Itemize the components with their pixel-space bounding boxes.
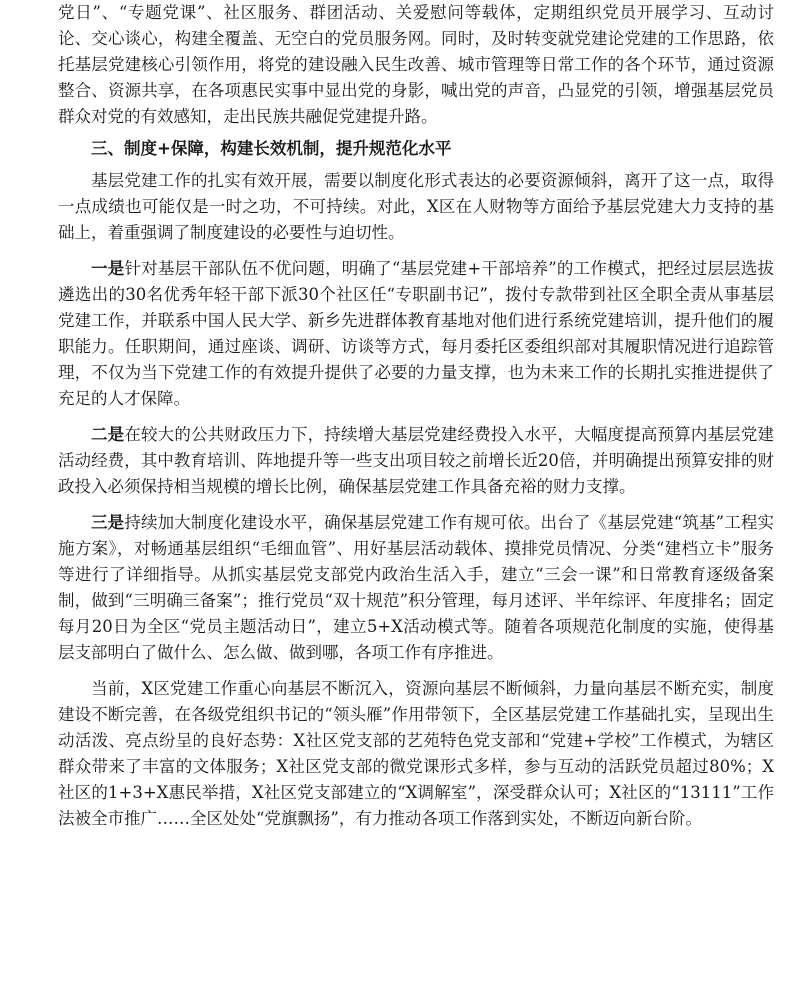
document-page	[58, 0, 774, 832]
paragraph-intro: 基层党建工作的扎实有效开展，需要以制度化形式表达的必要资源倾斜，离开了这一点，取得一点成绩也可能仅是一时之功，不可持续。对此，X区在人财物等方面给予基层党建大力支持的基础上，着重强调了制度建设的必要性与迫切性。	[58, 171, 774, 242]
paragraph-point-two	[58, 422, 774, 500]
section-heading-three: 三、制度+保障，构建长效机制，提升规范化水平	[91, 139, 452, 158]
point-two-lead: 二是	[91, 425, 125, 444]
point-one-body: 针对基层干部队伍不优问题，明确了“基层党建+干部培养”的工作模式，把经过层层选拔遴选出的30名优秀年轻干部下派30个社区任“专职副书记”，拨付专款带到社区全职全责从事基层党建工作，并联系中国人民大学、新乡先进群体教育基地对他们进行系统党建培训，提升他们的履职能力。任职期间，通过座谈、调研、访谈等方式，每月委托区委组织部对其履职情况进行追踪管理，不仅为当下党建工作的有效提升提供了必要的力量支撑，也为未来工作的长期扎实推进提供了充足的人才保障。	[58, 259, 775, 408]
point-two-body: 在较大的公共财政压力下，持续增大基层党建经费投入水平，大幅度提高预算内基层党建活动经费，其中教育培训、阵地提升等一些支出项目较之前增长近20倍，并明确提出预算安排的财政投入必须保持相当规模的增长比例，确保基层党建工作具备充裕的财力支撑。	[58, 425, 775, 496]
paragraph-closing: 当前，X区党建工作重心向基层不断沉入，资源向基层不断倾斜，力量向基层不断充实，制度建设不断完善，在各级党组织书记的“领头雁”作用带领下，全区基层党建工作基础扎实，呈现出生动活泼、亮点纷呈的良好态势：X社区党支部的艺苑特色党支部和“党建+学校”工作模式，为辖区群众带来了丰富的文体服务；X社区党支部的微党课形式多样，参与互动的活跃党员超过80%；X社区的1+3+X惠民举措，X社区党支部建立的“X调解室”，深受群众认可；X社区的“13111”工作法被全市推广……全区处处“党旗飘扬”，有力推动各项工作落到实处，不断迈向新台阶。	[58, 679, 774, 828]
paragraph-point-three	[58, 510, 774, 666]
paragraph-continued: 党日”、“专题党课”、社区服务、群团活动、关爱慰问等载体，定期组织党员开展学习、互动讨论、交心谈心，构建全覆盖、无空白的党员服务网。同时，及时转变就党建论党建的工作思路，依托基层党建核心引领作用，将党的建设融入民生改善、城市管理等日常工作的各个环节，通过资源整合、资源共享，在各项惠民实事中显出党的身影，喊出党的声音，凸显党的引领，增强基层党员群众对党的有效感知，走出民族共融促党建提升路。	[58, 3, 774, 126]
point-one-lead: 一是	[91, 259, 125, 278]
point-three-body: 持续加大制度化建设水平，确保基层党建工作有规可依。出台了《基层党建“筑基”工程实施方案》，对畅通基层组织“毛细血管”、用好基层活动载体、摸排党员情况、分类“建档立卡”服务等进行了详细指导。从抓实基层党支部党内政治生活入手，建立“三会一课”和日常教育逐级备案制，做到“三明确三备案”；推行党员“双十规范”积分管理，每月述评、半年综评、年度排名；固定每月20日为全区“党员主题活动日”，建立5+X活动模式等。随着各项规范化制度的实施，使得基层支部明白了做什么、怎么做、做到哪，各项工作有序推进。	[58, 513, 775, 662]
point-three-lead: 三是	[91, 513, 125, 532]
paragraph-point-one	[58, 256, 774, 412]
